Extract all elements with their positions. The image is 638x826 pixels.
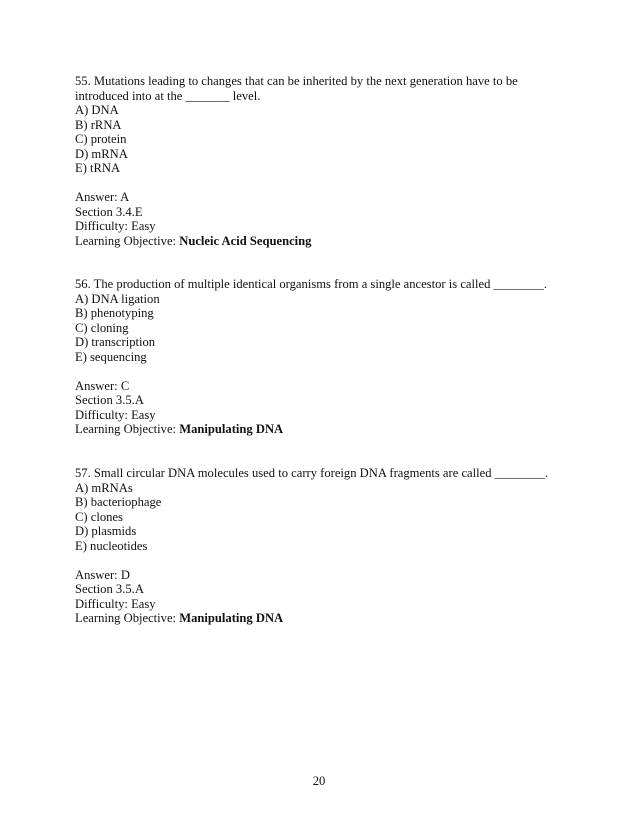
question-stem: 56. The production of multiple identical organisms from a single ancestor is called ________. bbox=[75, 277, 548, 291]
difficulty: Difficulty: Easy bbox=[75, 407, 156, 422]
difficulty: Difficulty: Easy bbox=[75, 596, 156, 611]
answer: Answer: C bbox=[75, 378, 130, 393]
learning-objective bbox=[75, 422, 575, 437]
question-55 bbox=[75, 74, 575, 248]
section: Section 3.4.E bbox=[75, 204, 143, 219]
section: Section 3.5.A bbox=[75, 582, 144, 596]
answer: Answer: A bbox=[75, 190, 130, 204]
objective-label: Learning Objective: bbox=[75, 611, 180, 625]
objective-value: Manipulating DNA bbox=[179, 611, 284, 625]
option-d: D) transcription bbox=[75, 335, 156, 349]
objective-label: Learning Objective: bbox=[75, 233, 180, 248]
option-c: C) clones bbox=[75, 509, 123, 524]
option-d: D) mRNA bbox=[75, 146, 128, 161]
spacer bbox=[75, 364, 575, 379]
option-b: B) bacteriophage bbox=[75, 495, 162, 509]
question-56 bbox=[75, 277, 575, 437]
question-stem: introduced into at the _______ level. bbox=[75, 88, 261, 103]
objective-value: Nucleic Acid Sequencing bbox=[179, 233, 312, 248]
section: Section 3.5.A bbox=[75, 393, 144, 407]
option-a: A) DNA ligation bbox=[75, 291, 160, 306]
option-e: E) nucleotides bbox=[75, 538, 148, 553]
answer: Answer: D bbox=[75, 567, 130, 582]
difficulty: Difficulty: Easy bbox=[75, 219, 156, 233]
option-b: B) phenotyping bbox=[75, 306, 154, 320]
question-stem: 55. Mutations leading to changes that can be inherited by the next generation have to be bbox=[75, 74, 518, 88]
learning-objective bbox=[75, 234, 575, 249]
option-e: E) sequencing bbox=[75, 349, 147, 364]
option-e: E) tRNA bbox=[75, 161, 121, 175]
learning-objective bbox=[75, 611, 575, 626]
objective-label: Learning Objective: bbox=[75, 422, 180, 436]
question-57 bbox=[75, 466, 575, 626]
option-c: C) protein bbox=[75, 132, 127, 146]
objective-value: Manipulating DNA bbox=[179, 422, 284, 436]
option-a: A) mRNAs bbox=[75, 480, 133, 495]
question-stem: 57. Small circular DNA molecules used to carry foreign DNA fragments are called ________. bbox=[75, 466, 549, 480]
spacer bbox=[75, 553, 575, 568]
option-c: C) cloning bbox=[75, 320, 129, 335]
option-b: B) rRNA bbox=[75, 117, 122, 132]
option-a: A) DNA bbox=[75, 103, 119, 117]
option-d: D) plasmids bbox=[75, 524, 137, 538]
page-number: 20 bbox=[312, 774, 326, 788]
spacer bbox=[75, 176, 575, 191]
